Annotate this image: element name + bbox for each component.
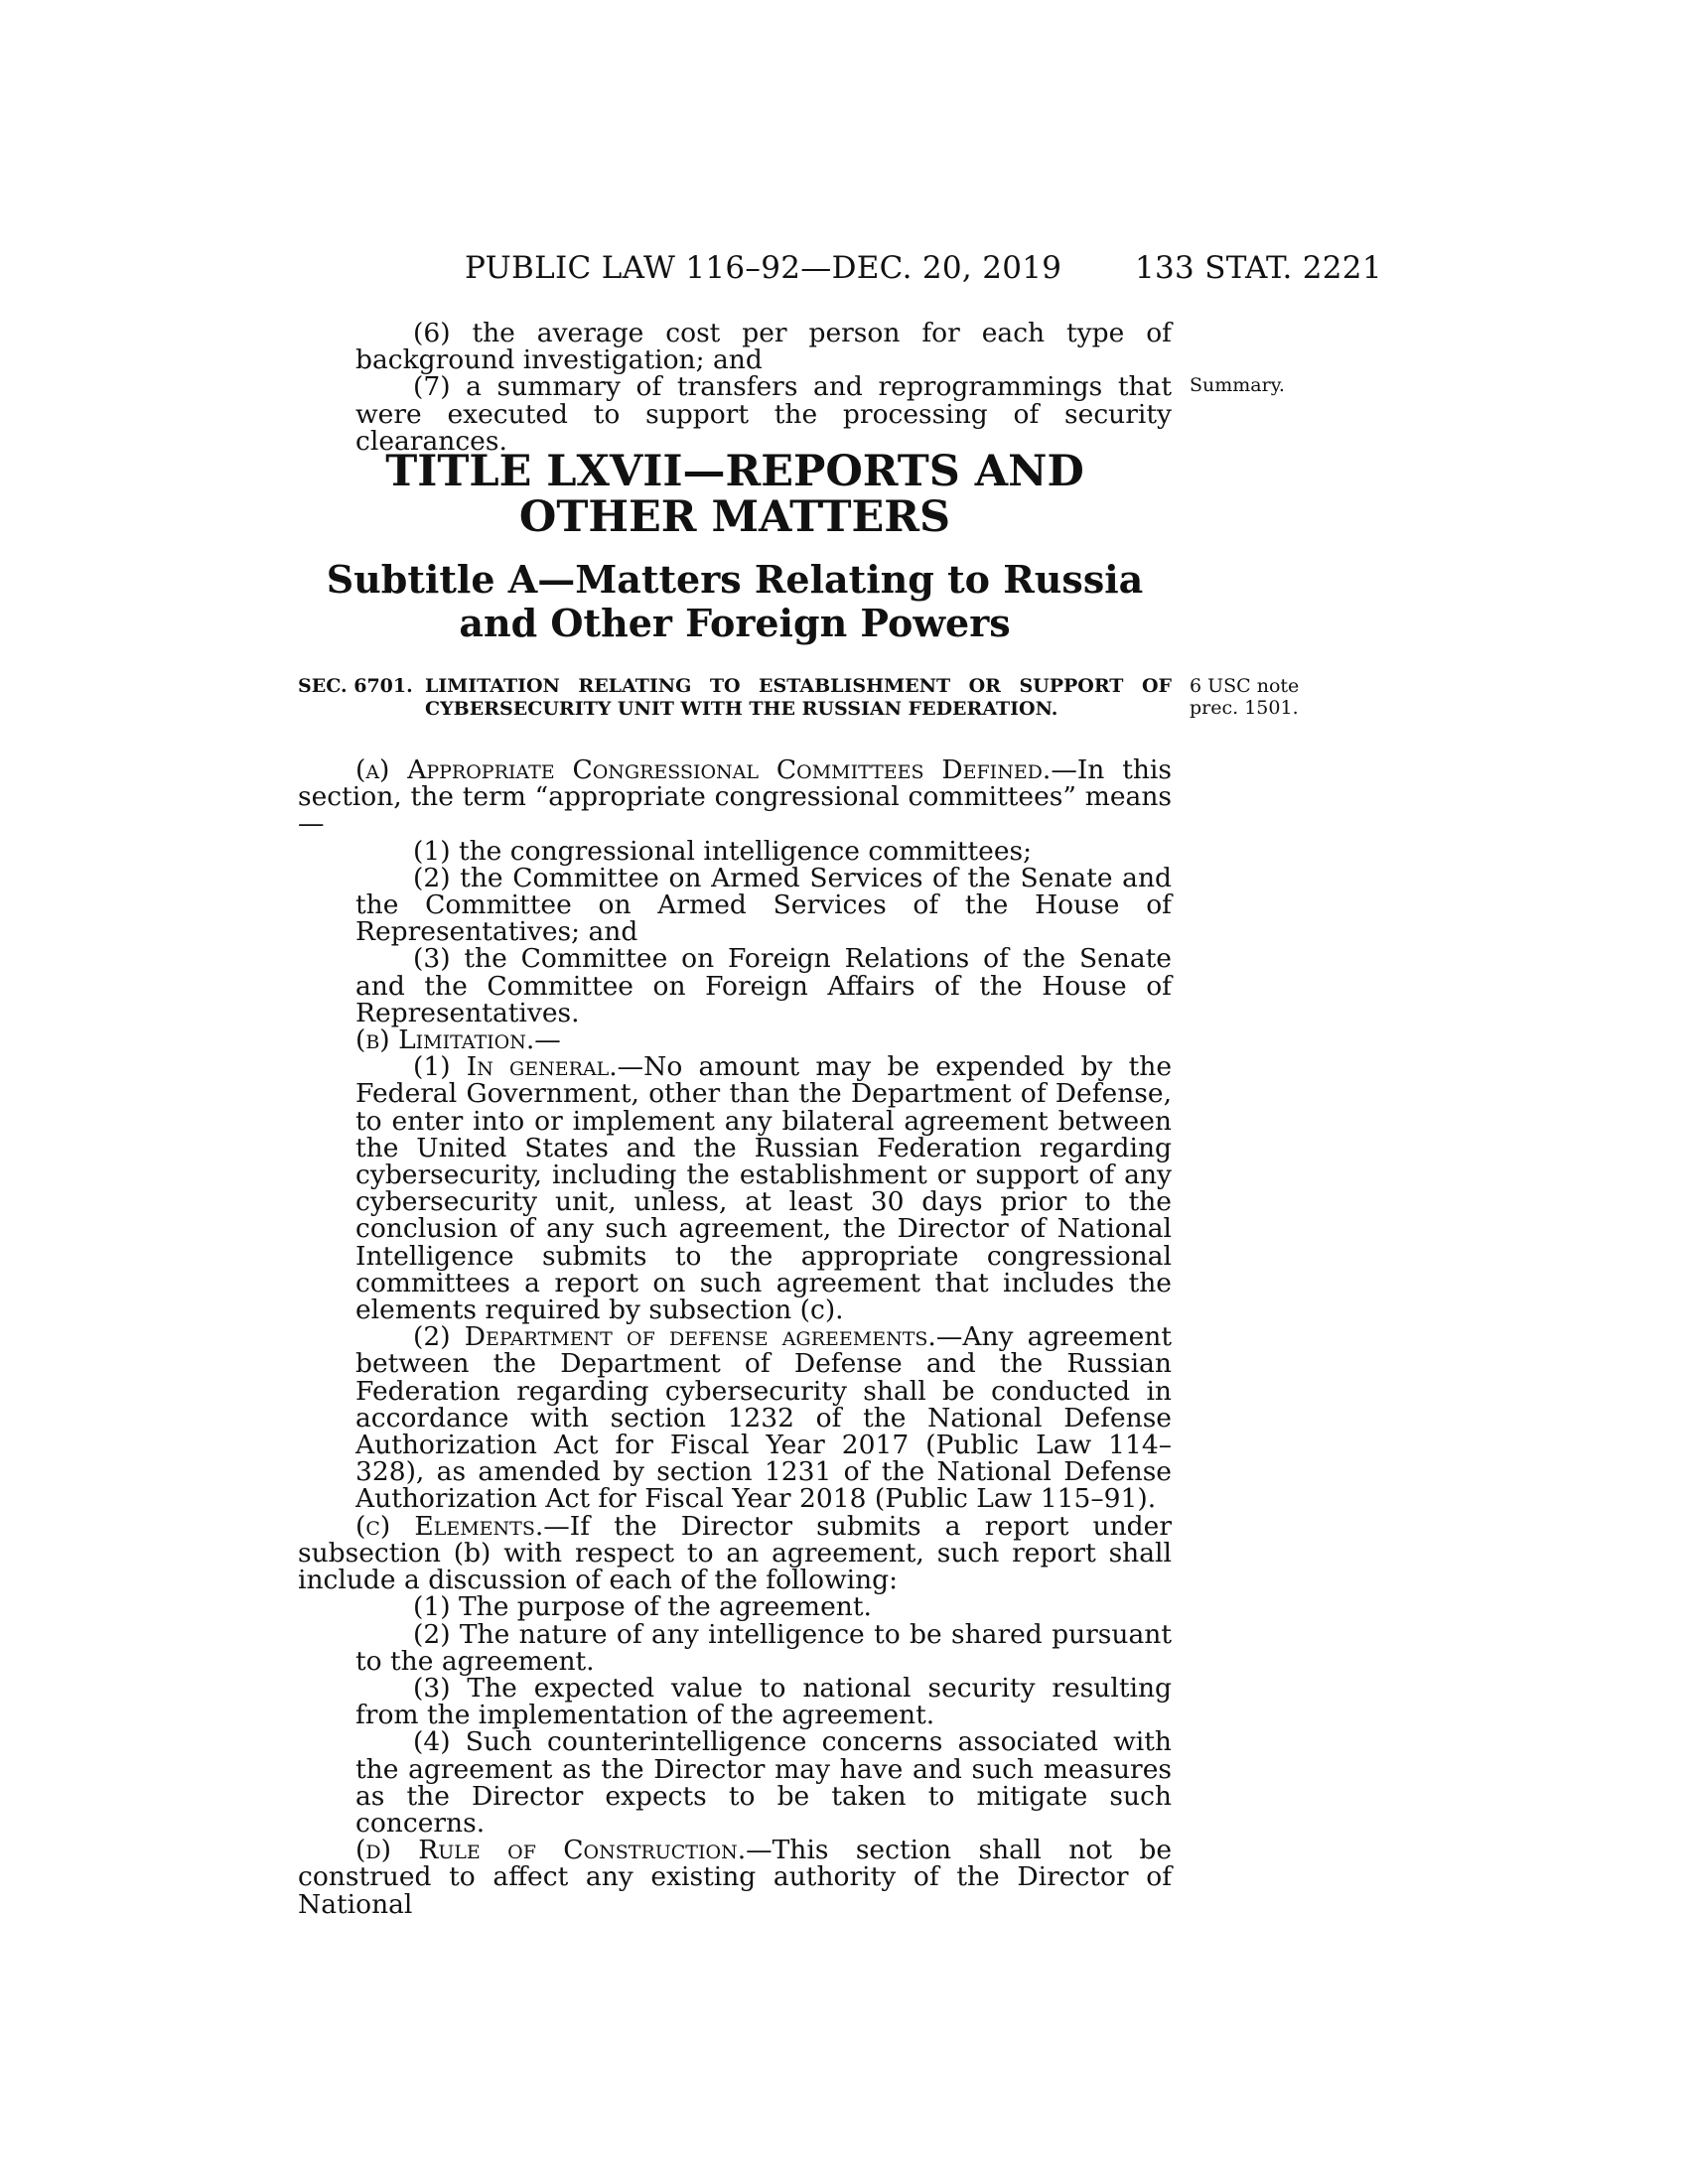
subtitle-heading: Subtitle A—Matters Relating to Russia and Other Foreign Powers [326,557,1144,645]
subsection-c-text: —If the Director submits a report under subsection (b) with respect to an agreement, such report shall include a discussion of each of the following: [298,1510,1172,1596]
subsection-a-item-1: (1) the congressional intelligence committees; [413,835,1033,867]
subsection-a-item-2: (2) the Committee on Armed Services of the Senate and the Committee on Armed Services of the House of Representatives; and [355,862,1172,948]
continued-list [298,320,1172,455]
paragraph-b2-heading: (2) Department of defense agreements. [413,1321,936,1353]
item-7: (7) a summary of transfers and reprogrammings that were executed to support the processing of security clearances. [355,371,1172,457]
subsection-a [298,756,1172,838]
section-body [298,756,1172,1918]
subsection-b [298,1024,1172,1056]
subsection-d [298,1837,1172,1918]
subsection-b-paragraph-2 [298,1321,1172,1515]
paragraph-b1-text: —No amount may be expended by the Federal Government, other than the Department of Defense, to enter into or implement any bilateral agreement between the United States and the Russian Federation regarding cybersecurity, including the establishment or support of any cybersecurity unit, unless, at least 30 days prior to the conclusion of any such agreement, the Director of National Intelligence submits to the appropriate congressional committees a report on such agreement that includes the elements required by subsection (c). [355,1051,1172,1326]
subsection-c-item-3: (3) The expected value to national security resulting from the implementation of the agreement. [355,1672,1172,1731]
subsection-a-text: —In this section, the term “appropriate congressional committees” means— [298,754,1172,840]
subsection-d-text: —This section shall not be construed to affect any existing authority of the Director of National [298,1835,1172,1920]
subsection-c-item-4: (4) Such counterintelligence concerns associated with the agreement as the Director may have and such measures as the Director expects to be taken to mitigate such concerns. [355,1726,1172,1839]
paragraph-b1-heading: (1) In general. [413,1051,618,1083]
paragraph-b2-text: —Any agreement between the Department of Defense and the Russian Federation regarding cybersecurity shall be conducted in accordance with section 1232 of the National Defense Authorization Act for Fiscal Year 2017 (Public Law 114–328), as amended by section 1231 of the National Defense Authorization Act for Fiscal Year 2018 (Public Law 115–91). [355,1321,1172,1515]
subsection-b-heading: (b) Limitation. [355,1024,535,1056]
subsection-c-heading: (c) Elements. [355,1510,544,1542]
section-number: SEC. 6701. [298,675,413,697]
section-title: LIMITATION RELATING TO ESTABLISHMENT OR SUPPORT OF CYBERSECURITY UNIT WITH THE RUSSIAN FEDERATION. [425,675,1172,720]
usc-citation-line2: prec. 1501. [1190,697,1299,719]
subsection-a-item-3: (3) the Committee on Foreign Relations of the Senate and the Committee on Foreign Affairs of the House of Representatives. [355,943,1172,1028]
subsection-b-text: — [534,1024,561,1056]
usc-citation-line1: 6 USC note [1190,675,1300,697]
item-6: (6) the average cost per person for each type of background investigation; and [355,318,1172,376]
running-header-left: PUBLIC LAW 116–92—DEC. 20, 2019 [465,250,1062,286]
subsection-d-heading: (d) Rule of Construction. [355,1835,747,1866]
subsection-c-item-1: (1) The purpose of the agreement. [413,1591,872,1623]
title-heading: TITLE LXVII—REPORTS AND OTHER MATTERS [385,447,1084,542]
subsection-c-item-2: (2) The nature of any intelligence to be shared pursuant to the agreement. [355,1618,1172,1677]
subsection-b-paragraph-1 [298,1051,1172,1326]
running-header-page-number: 133 STAT. 2221 [1135,250,1382,286]
subsection-a-heading: (a) Appropriate Congressional Committees Defined. [355,754,1052,785]
section-heading [298,675,1172,721]
subsection-c [298,1510,1172,1596]
margin-note-summary: Summary. [1190,374,1285,396]
margin-note-usc [1190,675,1299,719]
